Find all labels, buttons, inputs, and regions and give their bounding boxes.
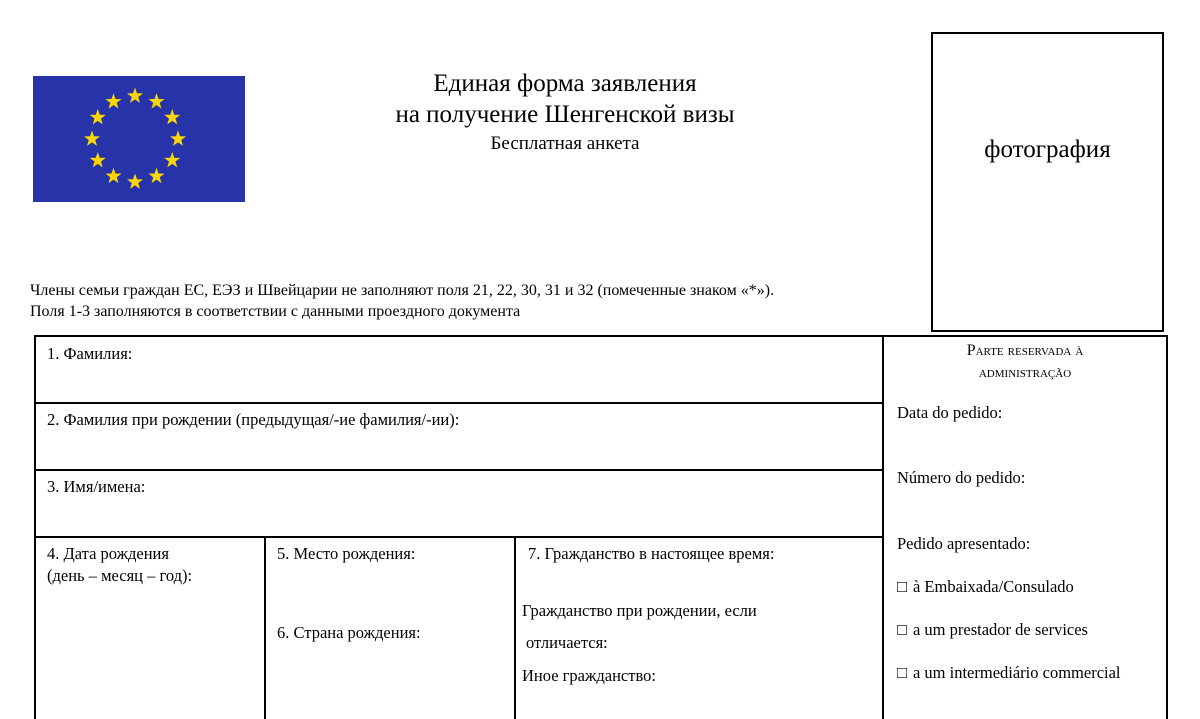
instructions-line-2: Поля 1-3 заполняются в соответствии с данными проездного документа	[30, 303, 521, 320]
admin-header-line-2: administração	[978, 364, 1072, 381]
field-surname-at-birth[interactable]: 2. Фамилия при рождении (предыдущая/-ие фамилия/-ии):	[47, 410, 460, 429]
field-date-of-birth[interactable]	[47, 543, 192, 587]
admin-section-header	[885, 340, 1165, 384]
form-title-line-1: Единая форма заявления	[433, 70, 697, 97]
form-title-block	[300, 68, 830, 156]
field-nationality-at-birth[interactable]	[522, 595, 757, 659]
instructions-line-1: Члены семьи граждан ЕС, ЕЭЗ и Швейцарии не заполняют поля 21, 22, 30, 31 и 32 (помеченные знаком «*»).	[30, 282, 775, 299]
admin-option-embassy[interactable]	[897, 576, 1074, 598]
form-subtitle: Бесплатная анкета	[490, 133, 640, 154]
form-border-top	[34, 335, 1167, 337]
admin-option-intermediary-label: a um intermediário commercial	[912, 663, 1121, 682]
form-title-line-2: на получение Шенгенской визы	[395, 101, 735, 128]
photo-box	[931, 32, 1164, 332]
row-divider-1	[34, 402, 883, 404]
checkbox-icon[interactable]: □	[897, 577, 907, 596]
field-current-nationality[interactable]: 7. Гражданство в настоящее время:	[528, 544, 775, 563]
field-date-of-birth-format: (день – месяц – год):	[47, 566, 193, 585]
admin-option-service-provider[interactable]	[897, 619, 1088, 641]
field-other-nationality[interactable]: Иное гражданство:	[522, 666, 656, 685]
admin-application-number: Número do pedido:	[897, 468, 1026, 487]
col-divider-birthdate	[264, 536, 266, 719]
instructions-note	[30, 280, 774, 322]
field-surname[interactable]: 1. Фамилия:	[47, 344, 133, 363]
admin-date-of-application: Data do pedido:	[897, 403, 1003, 422]
row-divider-3	[34, 536, 883, 538]
admin-header-line-1: Parte reservada à	[966, 342, 1084, 359]
checkbox-icon[interactable]: □	[897, 620, 907, 639]
form-border-left	[34, 335, 36, 719]
admin-application-submitted: Pedido apresentado:	[897, 534, 1031, 553]
form-border-right	[1166, 335, 1168, 719]
admin-option-intermediary[interactable]	[897, 662, 1121, 684]
photo-label: фотография	[984, 136, 1111, 163]
field-nationality-at-birth-cont: отличается:	[526, 633, 608, 652]
col-divider-birthplace	[514, 536, 516, 719]
field-place-of-birth[interactable]: 5. Место рождения:	[277, 544, 416, 563]
field-nationality-at-birth-label: Гражданство при рождении, если	[522, 601, 757, 620]
eu-flag-icon	[33, 76, 245, 202]
field-first-names[interactable]: 3. Имя/имена:	[47, 477, 146, 496]
admin-option-embassy-label: à Embaixada/Consulado	[912, 577, 1074, 596]
field-date-of-birth-label: 4. Дата рождения	[47, 544, 169, 563]
checkbox-icon[interactable]: □	[897, 663, 907, 682]
field-country-of-birth[interactable]: 6. Страна рождения:	[277, 623, 421, 642]
row-divider-2	[34, 469, 883, 471]
admin-column-divider	[882, 335, 884, 719]
admin-option-service-provider-label: a um prestador de services	[912, 620, 1088, 639]
